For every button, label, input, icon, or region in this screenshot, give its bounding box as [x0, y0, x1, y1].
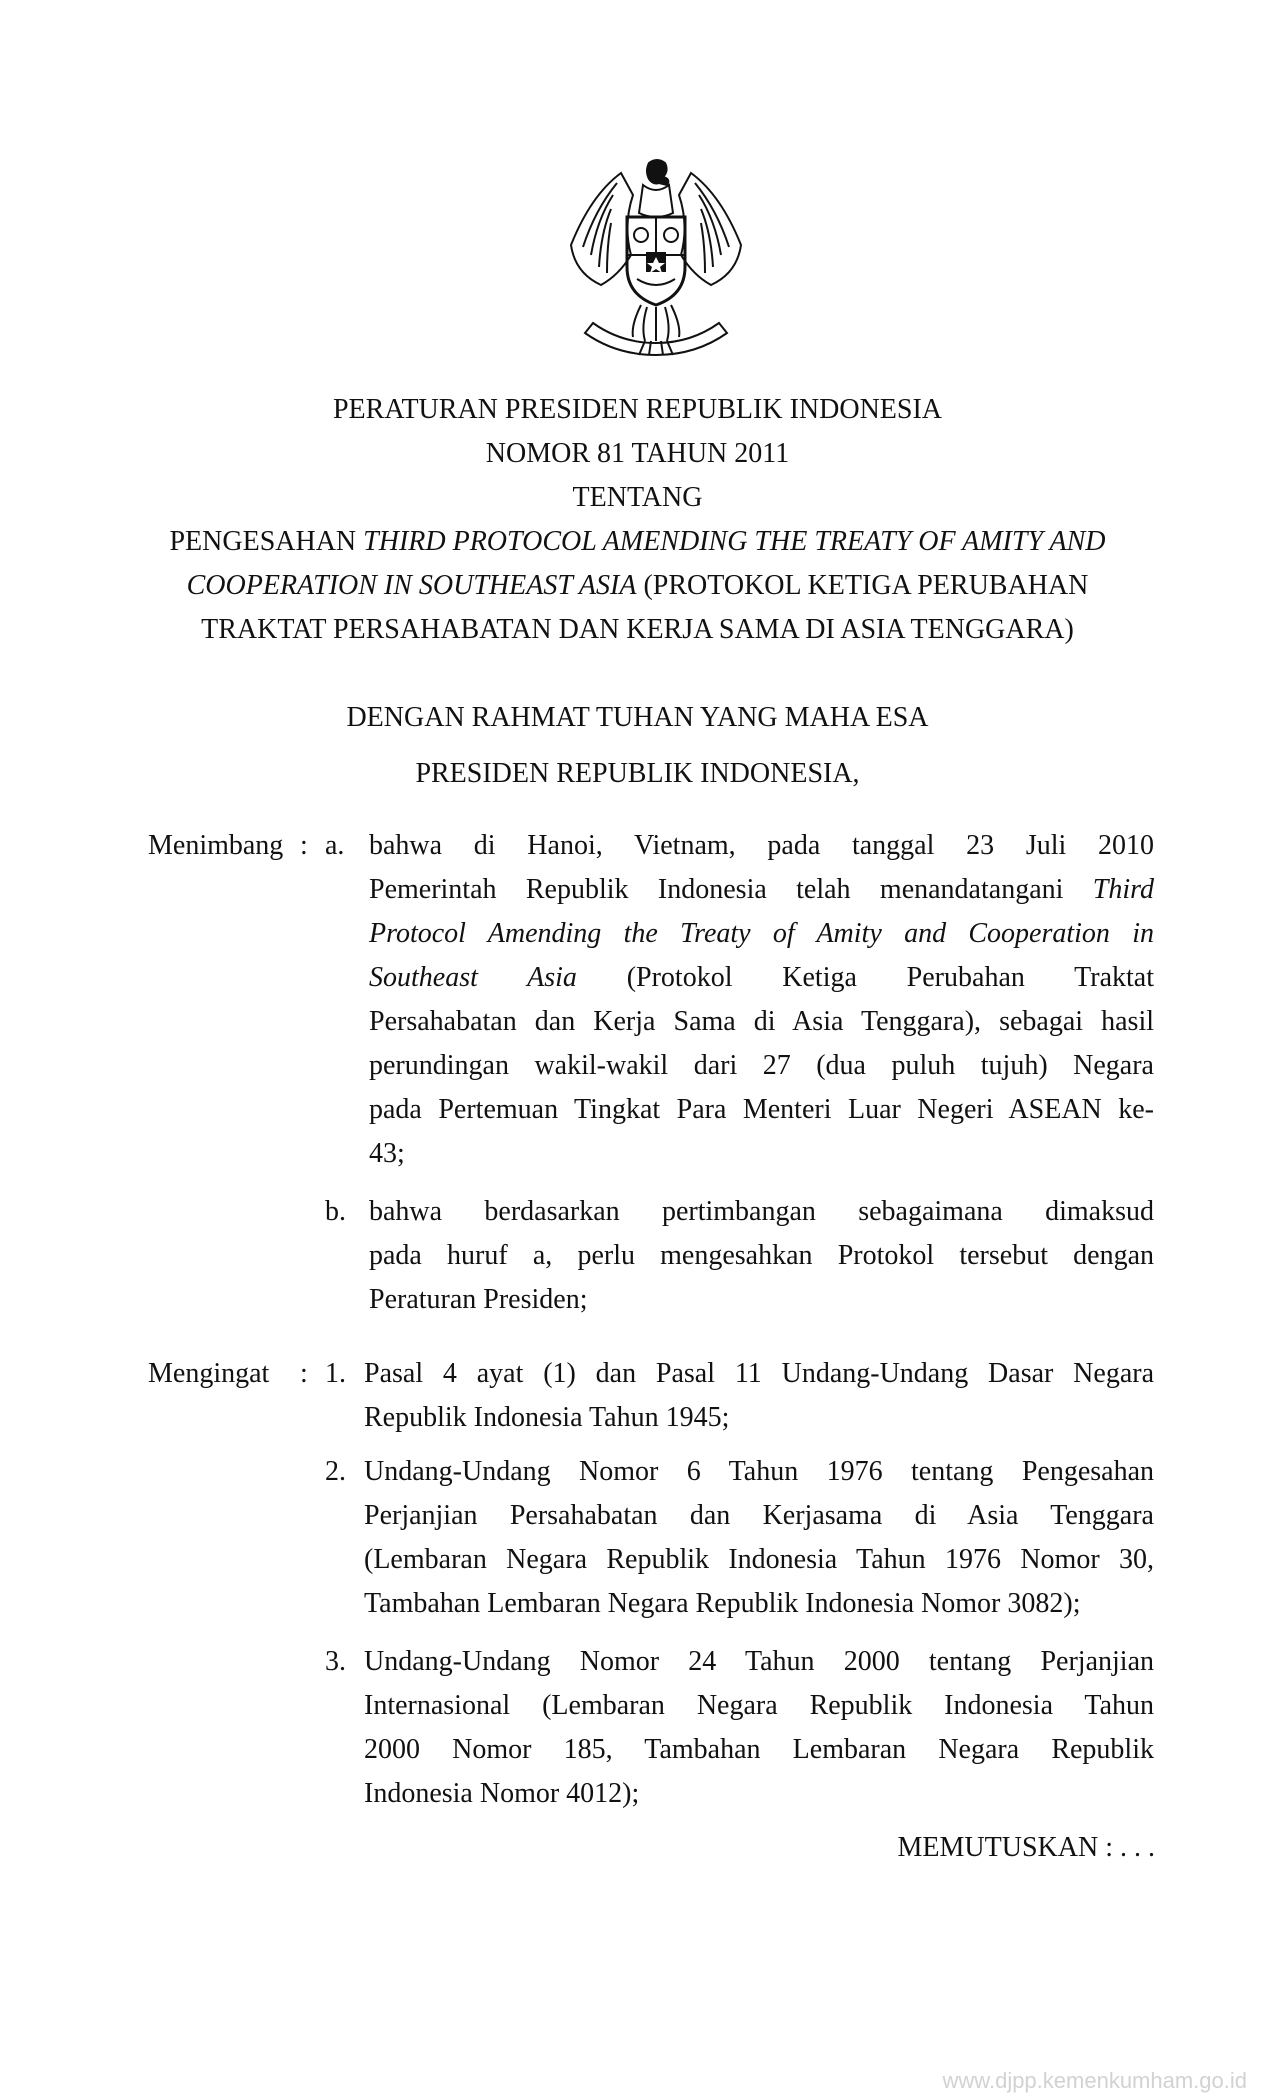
regulation-number: NOMOR 81 TAHUN 2011 — [485, 438, 790, 469]
text-line: perundingan wakil-wakil dari 27 (dua puluh tujuh) Negara — [369, 1050, 1154, 1081]
menimbang-b-marker: b. — [325, 1196, 346, 1227]
garuda-pancasila-emblem-icon — [561, 155, 751, 360]
text-line: 2000 Nomor 185, Tambahan Lembaran Negara Republik — [364, 1734, 1154, 1765]
subject-line-2 — [0, 564, 1275, 608]
watermark-url: www.djpp.kemenkumham.go.id — [942, 2068, 1247, 2093]
mengingat-1-marker: 1. — [325, 1358, 346, 1389]
text-line: Republik Indonesia Tahun 1945; — [364, 1402, 730, 1433]
text-line: Internasional (Lembaran Negara Republik Indonesia Tahun — [364, 1690, 1154, 1721]
subject-line-1 — [0, 520, 1275, 564]
regulation-title: PERATURAN PRESIDEN REPUBLIK INDONESIA — [332, 394, 943, 425]
text-line: Undang-Undang Nomor 6 Tahun 1976 tentang Pengesahan — [364, 1456, 1154, 1487]
text-italic-span: Third — [1092, 874, 1154, 905]
text-line: 43; — [369, 1138, 405, 1169]
text-line: Tambahan Lembaran Negara Republik Indonesia Nomor 3082); — [364, 1588, 1081, 1619]
text-line — [369, 956, 1154, 1000]
menimbang-b-text — [369, 1190, 1154, 1322]
text-line: Pasal 4 ayat (1) dan Pasal 11 Undang-Undang Dasar Negara — [364, 1358, 1154, 1389]
subject-text: (PROTOKOL KETIGA PERUBAHAN — [636, 570, 1089, 601]
mengingat-colon: : — [300, 1358, 308, 1389]
text-line: bahwa di Hanoi, Vietnam, pada tanggal 23 Juli 2010 — [369, 830, 1154, 861]
menimbang-a-marker: a. — [325, 830, 345, 861]
text-line: pada huruf a, perlu mengesahkan Protokol tersebut dengan — [369, 1240, 1154, 1271]
next-page-reference: MEMUTUSKAN : . . . — [897, 1832, 1155, 1863]
text-line — [369, 912, 1154, 956]
subject-line-3: TRAKTAT PERSAHABATAN DAN KERJA SAMA DI ASIA TENGGARA) — [201, 614, 1074, 645]
mengingat-2-text — [364, 1450, 1154, 1626]
text-span: (Protokol Ketiga Perubahan Traktat — [576, 962, 1154, 993]
text-line: Perjanjian Persahabatan dan Kerjasama di Asia Tenggara — [364, 1500, 1154, 1531]
text-line: Undang-Undang Nomor 24 Tahun 2000 tentang Perjanjian — [364, 1646, 1154, 1677]
text-line: (Lembaran Negara Republik Indonesia Tahun 1976 Nomor 30, — [364, 1544, 1154, 1575]
text-italic-span: Southeast Asia — [369, 962, 577, 993]
text-line: Persahabatan dan Kerja Sama di Asia Tenggara), sebagai hasil — [369, 1006, 1154, 1037]
rahmat-line: DENGAN RAHMAT TUHAN YANG MAHA ESA — [346, 702, 929, 733]
menimbang-a-text — [369, 824, 1154, 1176]
text-line: Indonesia Nomor 4012); — [364, 1778, 640, 1809]
mengingat-label: Mengingat — [148, 1358, 270, 1389]
text-span: Pemerintah Republik Indonesia telah menandatangani — [369, 874, 1093, 905]
text-line — [369, 868, 1154, 912]
menimbang-label: Menimbang — [148, 830, 284, 861]
menimbang-colon: : — [300, 830, 308, 861]
text-line: pada Pertemuan Tingkat Para Menteri Luar Negeri ASEAN ke- — [369, 1094, 1154, 1125]
subject-italic-text: THIRD PROTOCOL AMENDING THE TREATY OF AMITY AND — [363, 526, 1106, 557]
tentang-heading: TENTANG — [572, 482, 703, 513]
text-line: bahwa berdasarkan pertimbangan sebagaimana dimaksud — [369, 1196, 1154, 1227]
text-line: Peraturan Presiden; — [369, 1284, 588, 1315]
mengingat-2-marker: 2. — [325, 1456, 346, 1487]
mengingat-3-text — [364, 1640, 1154, 1816]
text-italic-span: Protocol Amending the Treaty of Amity and Cooperation in — [369, 918, 1154, 949]
subject-italic-text: COOPERATION IN SOUTHEAST ASIA — [186, 570, 637, 601]
subject-text: PENGESAHAN — [169, 526, 364, 557]
presiden-line: PRESIDEN REPUBLIK INDONESIA, — [415, 758, 860, 789]
mengingat-3-marker: 3. — [325, 1646, 346, 1677]
mengingat-1-text — [364, 1352, 1154, 1440]
